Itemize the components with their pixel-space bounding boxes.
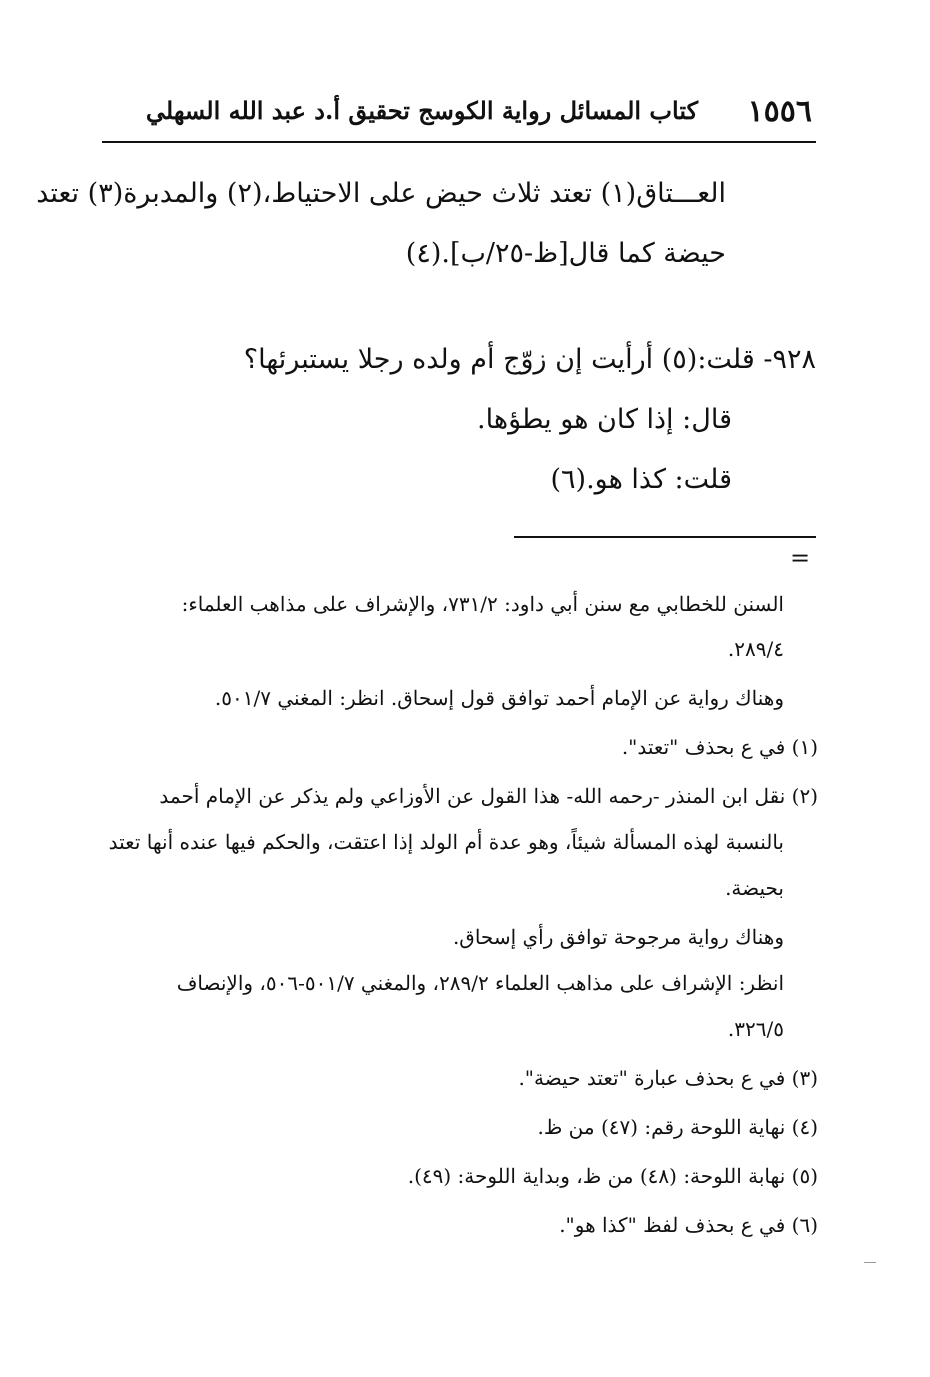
footnote-line: (٣) في ع بحذف عبارة "تعتد حيضة". (518, 1066, 818, 1090)
footnote-line: (٦) في ع بحذف لفظ "كذا هو". (559, 1213, 818, 1237)
footnote-rule (514, 536, 816, 538)
answer-line: قال: إذا كان هو يطؤها. (477, 404, 732, 435)
main-text-line: حيضة كما قال[ظ-٢٥/ب].(٤) (405, 238, 726, 269)
footnote-line: وهناك رواية عن الإمام أحمد توافق قول إسحاق. انظر: المغني ٥٠١/٧. (214, 686, 784, 710)
scan-mark (864, 1262, 876, 1263)
footnote-line: السنن للخطابي مع سنن أبي داود: ٧٣١/٢، والإشراف على مذاهب العلماء: (181, 592, 784, 616)
running-title: كتاب المسائل رواية الكوسج تحقيق أ.د عبد الله السهلي (145, 96, 698, 125)
footnote-line: انظر: الإشراف على مذاهب العلماء ٢٨٩/٢، والمغني ٥٠١/٧-٥٠٦، والإنصاف (176, 971, 784, 995)
footnote-line: (٢) نقل ابن المنذر -رحمه الله- هذا القول عن الأوزاعي ولم يذكر عن الإمام أحمد (159, 784, 818, 808)
page-number: ١٥٥٦ (747, 94, 812, 129)
footnote-line: (٥) نهابة اللوحة: (٤٨) من ظ، وبداية اللوحة: (٤٩). (407, 1164, 818, 1188)
header-rule (102, 141, 816, 143)
footnote-line: (٤) نهاية اللوحة رقم: (٤٧) من ظ. (537, 1115, 818, 1139)
reply-line: قلت: كذا هو.(٦) (550, 464, 732, 495)
footnote-line: ٢٨٩/٤. (727, 637, 784, 661)
footnote-line: بحيضة. (725, 876, 784, 900)
question-number-line: ٩٢٨- قلت:(٥) أرأيت إن زوّج أم ولده رجلا يستبرئها؟ (243, 344, 816, 375)
footnote-line: بالنسبة لهذه المسألة شيئاً، وهو عدة أم الولد إذا اعتقت، والحكم فيها عنده أنها تعتد (108, 830, 784, 854)
footnote-line: (١) في ع بحذف "تعتد". (621, 735, 818, 759)
main-text-line: العـــتاق(١) تعتد ثلاث حيض على الاحتياط،(٢) والمدبرة(٣) تعتد (36, 178, 726, 209)
footnote-line: ٣٢٦/٥. (727, 1017, 784, 1041)
footnote-continuation-mark: = (790, 544, 811, 572)
footnote-line: وهناك رواية مرجوحة توافق رأي إسحاق. (452, 925, 784, 949)
